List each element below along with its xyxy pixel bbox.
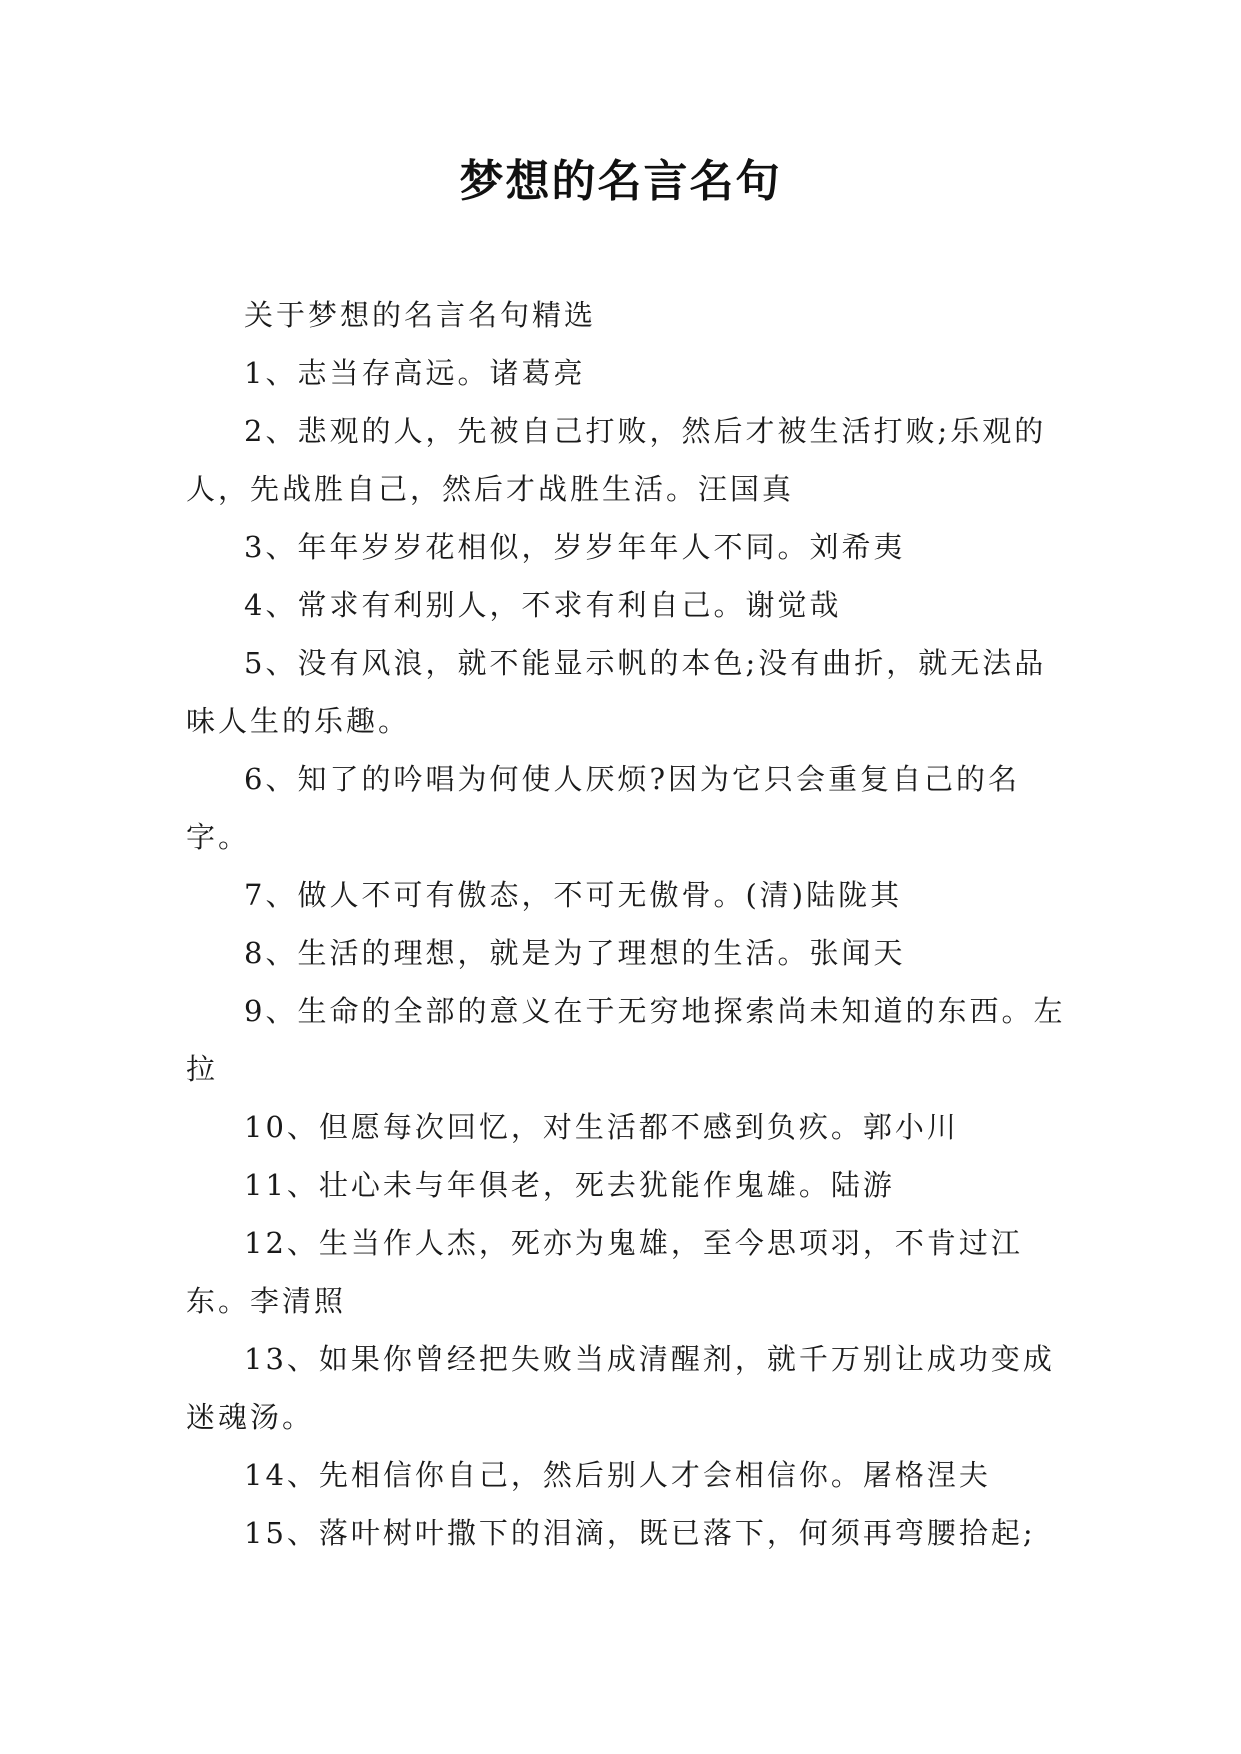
quote-paragraph-6: 6、知了的吟唱为何使人厌烦?因为它只会重复自己的名字。	[186, 762, 1020, 854]
quote-paragraph-5: 5、没有风浪，就不能显示帆的本色;没有曲折，就无法品味人生的乐趣。	[186, 646, 1047, 738]
document-title: 梦想的名言名句	[459, 156, 782, 207]
quote-paragraph-2: 2、悲观的人，先被自己打败，然后才被生活打败;乐观的人，先战胜自己，然后才战胜生活。汪国真	[186, 414, 1047, 506]
intro-paragraph: 关于梦想的名言名句精选	[244, 298, 597, 332]
quote-paragraph-4: 4、常求有利别人，不求有利自己。谢觉哉	[244, 588, 842, 622]
quote-paragraph-8: 8、生活的理想，就是为了理想的生活。张闻天	[244, 936, 906, 970]
quote-paragraph-3: 3、年年岁岁花相似，岁岁年年人不同。刘希夷	[244, 530, 906, 564]
quote-paragraph-9: 9、生命的全部的意义在于无穷地探索尚未知道的东西。左拉	[186, 994, 1066, 1086]
quote-paragraph-11: 11、壮心未与年俱老，死去犹能作鬼雄。陆游	[244, 1168, 895, 1202]
quote-paragraph-15: 15、落叶树叶撒下的泪滴，既已落下，何须再弯腰拾起;	[244, 1516, 1036, 1550]
document-body	[186, 286, 1066, 1562]
quote-paragraph-10: 10、但愿每次回忆，对生活都不感到负疚。郭小川	[244, 1110, 959, 1144]
quote-paragraph-7: 7、做人不可有傲态，不可无傲骨。(清)陆陇其	[244, 878, 903, 912]
quote-paragraph-14: 14、先相信你自己，然后别人才会相信你。屠格涅夫	[244, 1458, 991, 1492]
quote-paragraph-13: 13、如果你曾经把失败当成清醒剂，就千万别让成功变成迷魂汤。	[186, 1342, 1055, 1434]
quote-paragraph-1: 1、志当存高远。诸葛亮	[244, 356, 586, 390]
quote-paragraph-12: 12、生当作人杰，死亦为鬼雄，至今思项羽，不肯过江东。李清照	[186, 1226, 1023, 1318]
